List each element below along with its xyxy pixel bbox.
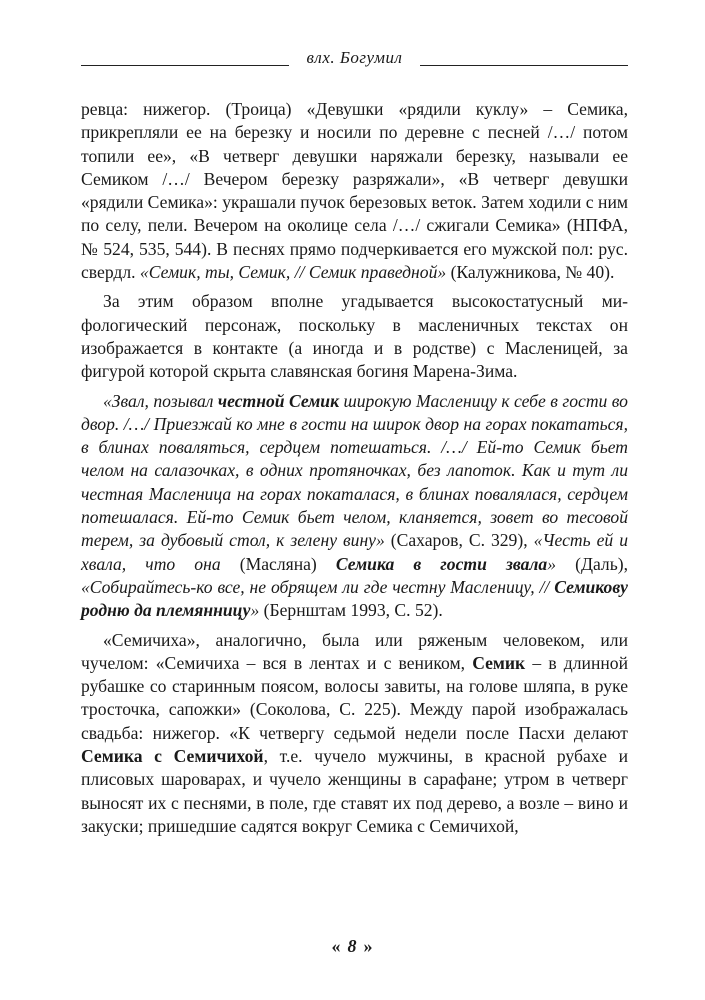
quote-sobiraytes: «Собирайтесь-ко все, не обрящем ли где честну Масленицу, //	[81, 576, 555, 597]
quote-chest-ey-start: «Честь ей и хвала, что она	[81, 530, 629, 574]
quote-maslyana-note: (Масляна)	[239, 553, 336, 574]
quote-emphasis-chestnoy-semik: честной Семик	[217, 390, 340, 411]
paragraph-2-text: За этим образом вполне угадывается высокостатусный мифологический персонаж, поскольку в масленичных текстах он изображается в контакте (а иногда и в родстве) с Масленицей, за фигурой которой скрыта славянская богиня Марена-Зима.	[81, 291, 628, 382]
emphasis-semika-s-semichikhoy: Семика с Семичихой	[81, 746, 264, 767]
citation-bernshtam: (Бернштам 1993, С. 52).	[259, 600, 443, 621]
citation-sakharov: (Сахаров, С. 329),	[384, 530, 534, 551]
page-body	[81, 98, 628, 838]
page-number: 8	[347, 936, 358, 956]
quote-emphasis-semikovu-rodnyu: Семикову родню да племянницу	[81, 576, 628, 621]
running-title: влх. Богумил	[306, 48, 403, 67]
song-quote-semik: «Семик, ты, Семик, // Семик праведной»	[139, 262, 447, 283]
quote-zval-body: широкую Масленицу к себе в гости во двор. /…/ Приезжай ко мне в гости на широк двор на горах покататься, в блинах поваляться, сердцем потешаться. /…/ Ей-то Семик бьет челом на салазочках, в одних протяночках, без лапоток. Как и тут ли честная Масленица на горах покаталася, в блинах повалялася, сердцем потешалася. Ей-то Семик бьет челом, кланяется, зовет во тесовой терем, за дубовый стол, к зелену вину»	[81, 390, 628, 551]
quote-close-1: »	[547, 553, 556, 574]
quote-zval-start: «Звал, позывал	[103, 390, 218, 411]
paragraph-4-text-a: «Семичиха», аналогично, была или ряженым человеком, или чучелом: «Семичиха – вся в лентах и с веником,	[81, 629, 628, 673]
paragraph-3	[81, 390, 628, 623]
paragraph-4	[81, 629, 628, 839]
footer-right-mark: »	[363, 936, 374, 956]
header-rule-left	[81, 65, 289, 66]
footer-left-mark: «	[331, 936, 342, 956]
paragraph-1-text: ревца: нижегор. (Троица) «Девушки «рядили куклу» – Семика, прикрепляли ее на березку и носили по деревне с песней /…/ потом топили ее», «В четверг девушки наряжали березку, называли ее Семиком /…/ Вечером березку разряжали», «В четверг девушки «рядили Семика»: украшали пучок березовых веток. Затем ходили с ним по селу, пели. Вечером на околице села /…/ сжигали Семика» (НПФА, № 524, 535, 544). В песнях прямо подчеркивается его мужской пол: рус. свердл.	[81, 99, 628, 283]
running-header	[0, 38, 705, 78]
citation-dal: (Даль),	[556, 553, 628, 574]
paragraph-2	[81, 290, 628, 383]
header-rule-right	[420, 65, 628, 66]
page-footer	[0, 936, 705, 957]
citation-kaluzhnikova: (Калужникова, № 40).	[446, 262, 615, 283]
emphasis-semik: Семик	[472, 652, 526, 673]
quote-close-2: »	[250, 600, 260, 621]
quote-emphasis-semika-v-gosti: Семика в гости звала	[335, 553, 548, 574]
paragraph-4-text-c: , т.е. чучело мужчины, в красной рубахе и плисовых шароварах, и чучело женщины в сарафане; утром в четверг выносят их с песнями, в поле, где ставят их под дерево, а возле – вино и закуски; пришедшие садятся вокруг Семика с Семичихой,	[81, 746, 628, 836]
paragraph-1	[81, 98, 628, 284]
paragraph-4-text-b: – в длинной рубашке со старинным поясом, волосы завиты, на голове шляпа, в руке тросточка, сапожки» (Соколова, С. 225). Между парой изображалась свадьба: нижегор. «К четвергу седьмой недели после Пасхи делают	[81, 652, 628, 743]
